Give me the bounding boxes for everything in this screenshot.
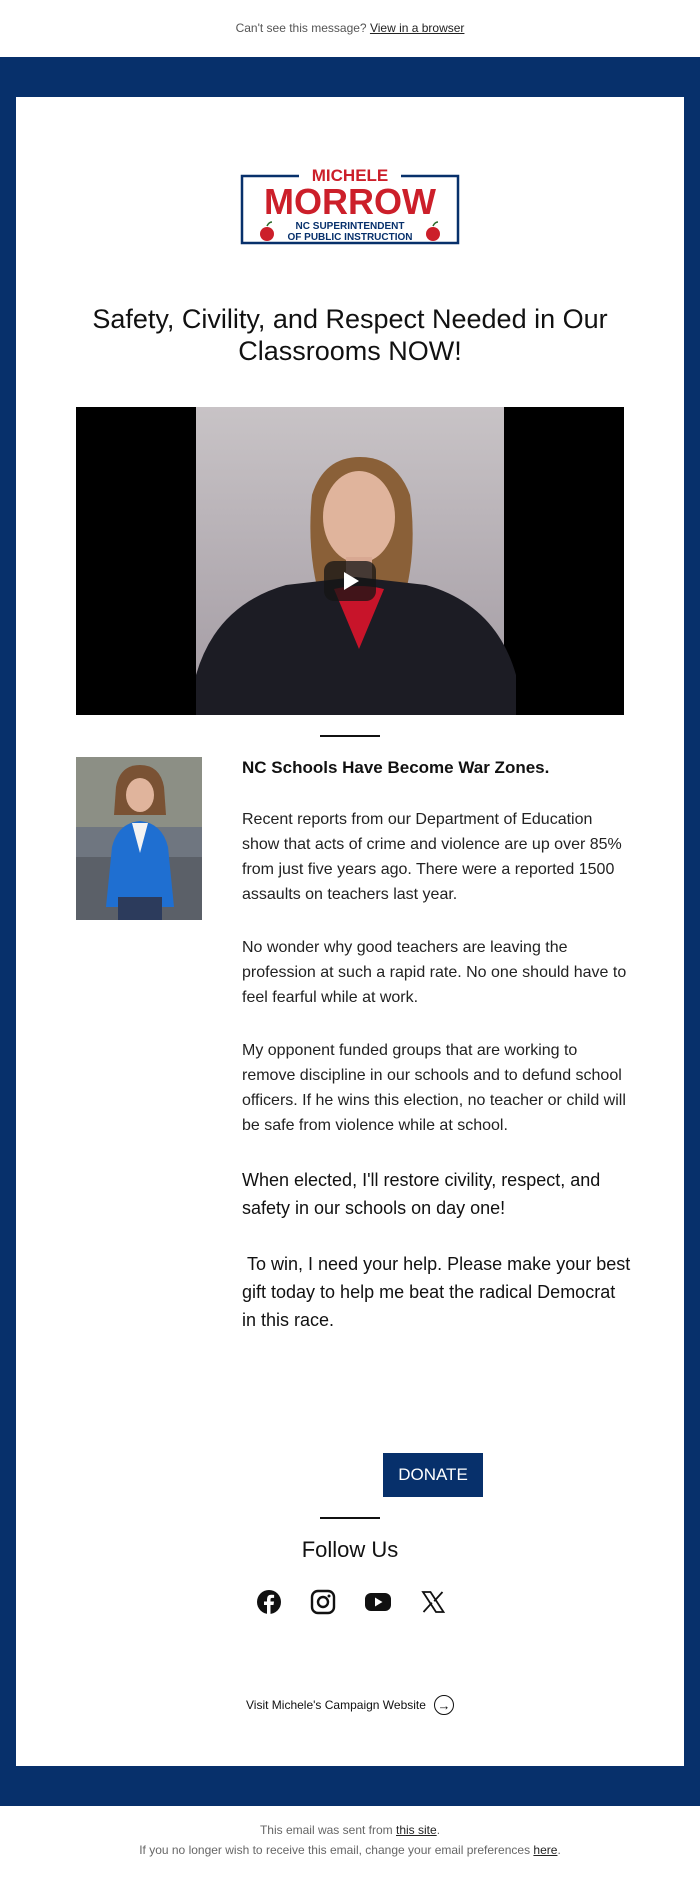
footer-text: If you no longer wish to receive this email, change your email preferences <box>139 1843 534 1857</box>
this-site-link[interactable]: this site <box>396 1823 437 1837</box>
apple-icon <box>426 222 440 241</box>
headline: Safety, Civility, and Respect Needed in Our Classrooms NOW! <box>92 304 608 366</box>
arrow-right-icon: → <box>434 1695 454 1715</box>
preheader-text: Can't see this message? <box>235 21 367 35</box>
logo-line1: MICHELE <box>311 166 389 185</box>
donate-button[interactable]: DONATE <box>383 1453 483 1497</box>
video-player[interactable] <box>76 407 624 715</box>
campaign-logo <box>239 162 461 250</box>
body-paragraph: To win, I need your help. Please make your best gift today to help me beat the radical Democrat in this race. <box>242 1254 636 1330</box>
view-in-browser-link[interactable]: View in a browser <box>369 21 465 35</box>
email-card <box>16 97 684 1766</box>
logo-line3: NC SUPERINTENDENT <box>295 221 405 232</box>
facebook-icon[interactable] <box>256 1589 282 1615</box>
logo-line2: MORROW <box>264 181 436 222</box>
preheader <box>0 0 700 57</box>
candidate-photo <box>76 757 202 920</box>
youtube-icon[interactable] <box>364 1589 392 1615</box>
divider <box>320 735 380 737</box>
follow-us-heading: Follow Us <box>301 1537 399 1562</box>
email-footer <box>0 1820 700 1860</box>
footer-text: . <box>436 1823 441 1837</box>
video-thumbnail <box>76 407 624 715</box>
footer-text: This email was sent from <box>259 1823 396 1837</box>
campaign-website-label: Visit Michele's Campaign Website <box>246 1698 426 1712</box>
divider <box>320 1517 380 1519</box>
logo-line4: OF PUBLIC INSTRUCTION <box>287 232 413 243</box>
campaign-website-link[interactable] <box>246 1693 454 1717</box>
body-heading: NC Schools Have Become War Zones. <box>242 758 550 777</box>
email-frame <box>0 57 700 1806</box>
body-paragraph: Recent reports from our Department of Education show that acts of crime and violence are up over 85% from just five years ago. There were a reported 1500 assaults on teachers last year. <box>242 811 622 903</box>
footer-text: . <box>557 1843 561 1857</box>
body-paragraph: My opponent funded groups that are working to remove discipline in our schools and to defund school officers. If he wins this election, no teacher or child will be safe from violence while at school. <box>242 1042 626 1134</box>
body-paragraph: No wonder why good teachers are leaving the profession at such a rapid rate. No one should have to feel fearful while at work. <box>242 939 627 1006</box>
message-body <box>242 757 636 1362</box>
instagram-icon[interactable] <box>310 1589 336 1615</box>
email-preferences-link[interactable]: here <box>533 1843 558 1857</box>
body-paragraph: When elected, I'll restore civility, respect, and safety in our schools on day one! <box>242 1170 601 1218</box>
apple-icon <box>260 222 274 241</box>
x-icon[interactable] <box>420 1589 446 1615</box>
